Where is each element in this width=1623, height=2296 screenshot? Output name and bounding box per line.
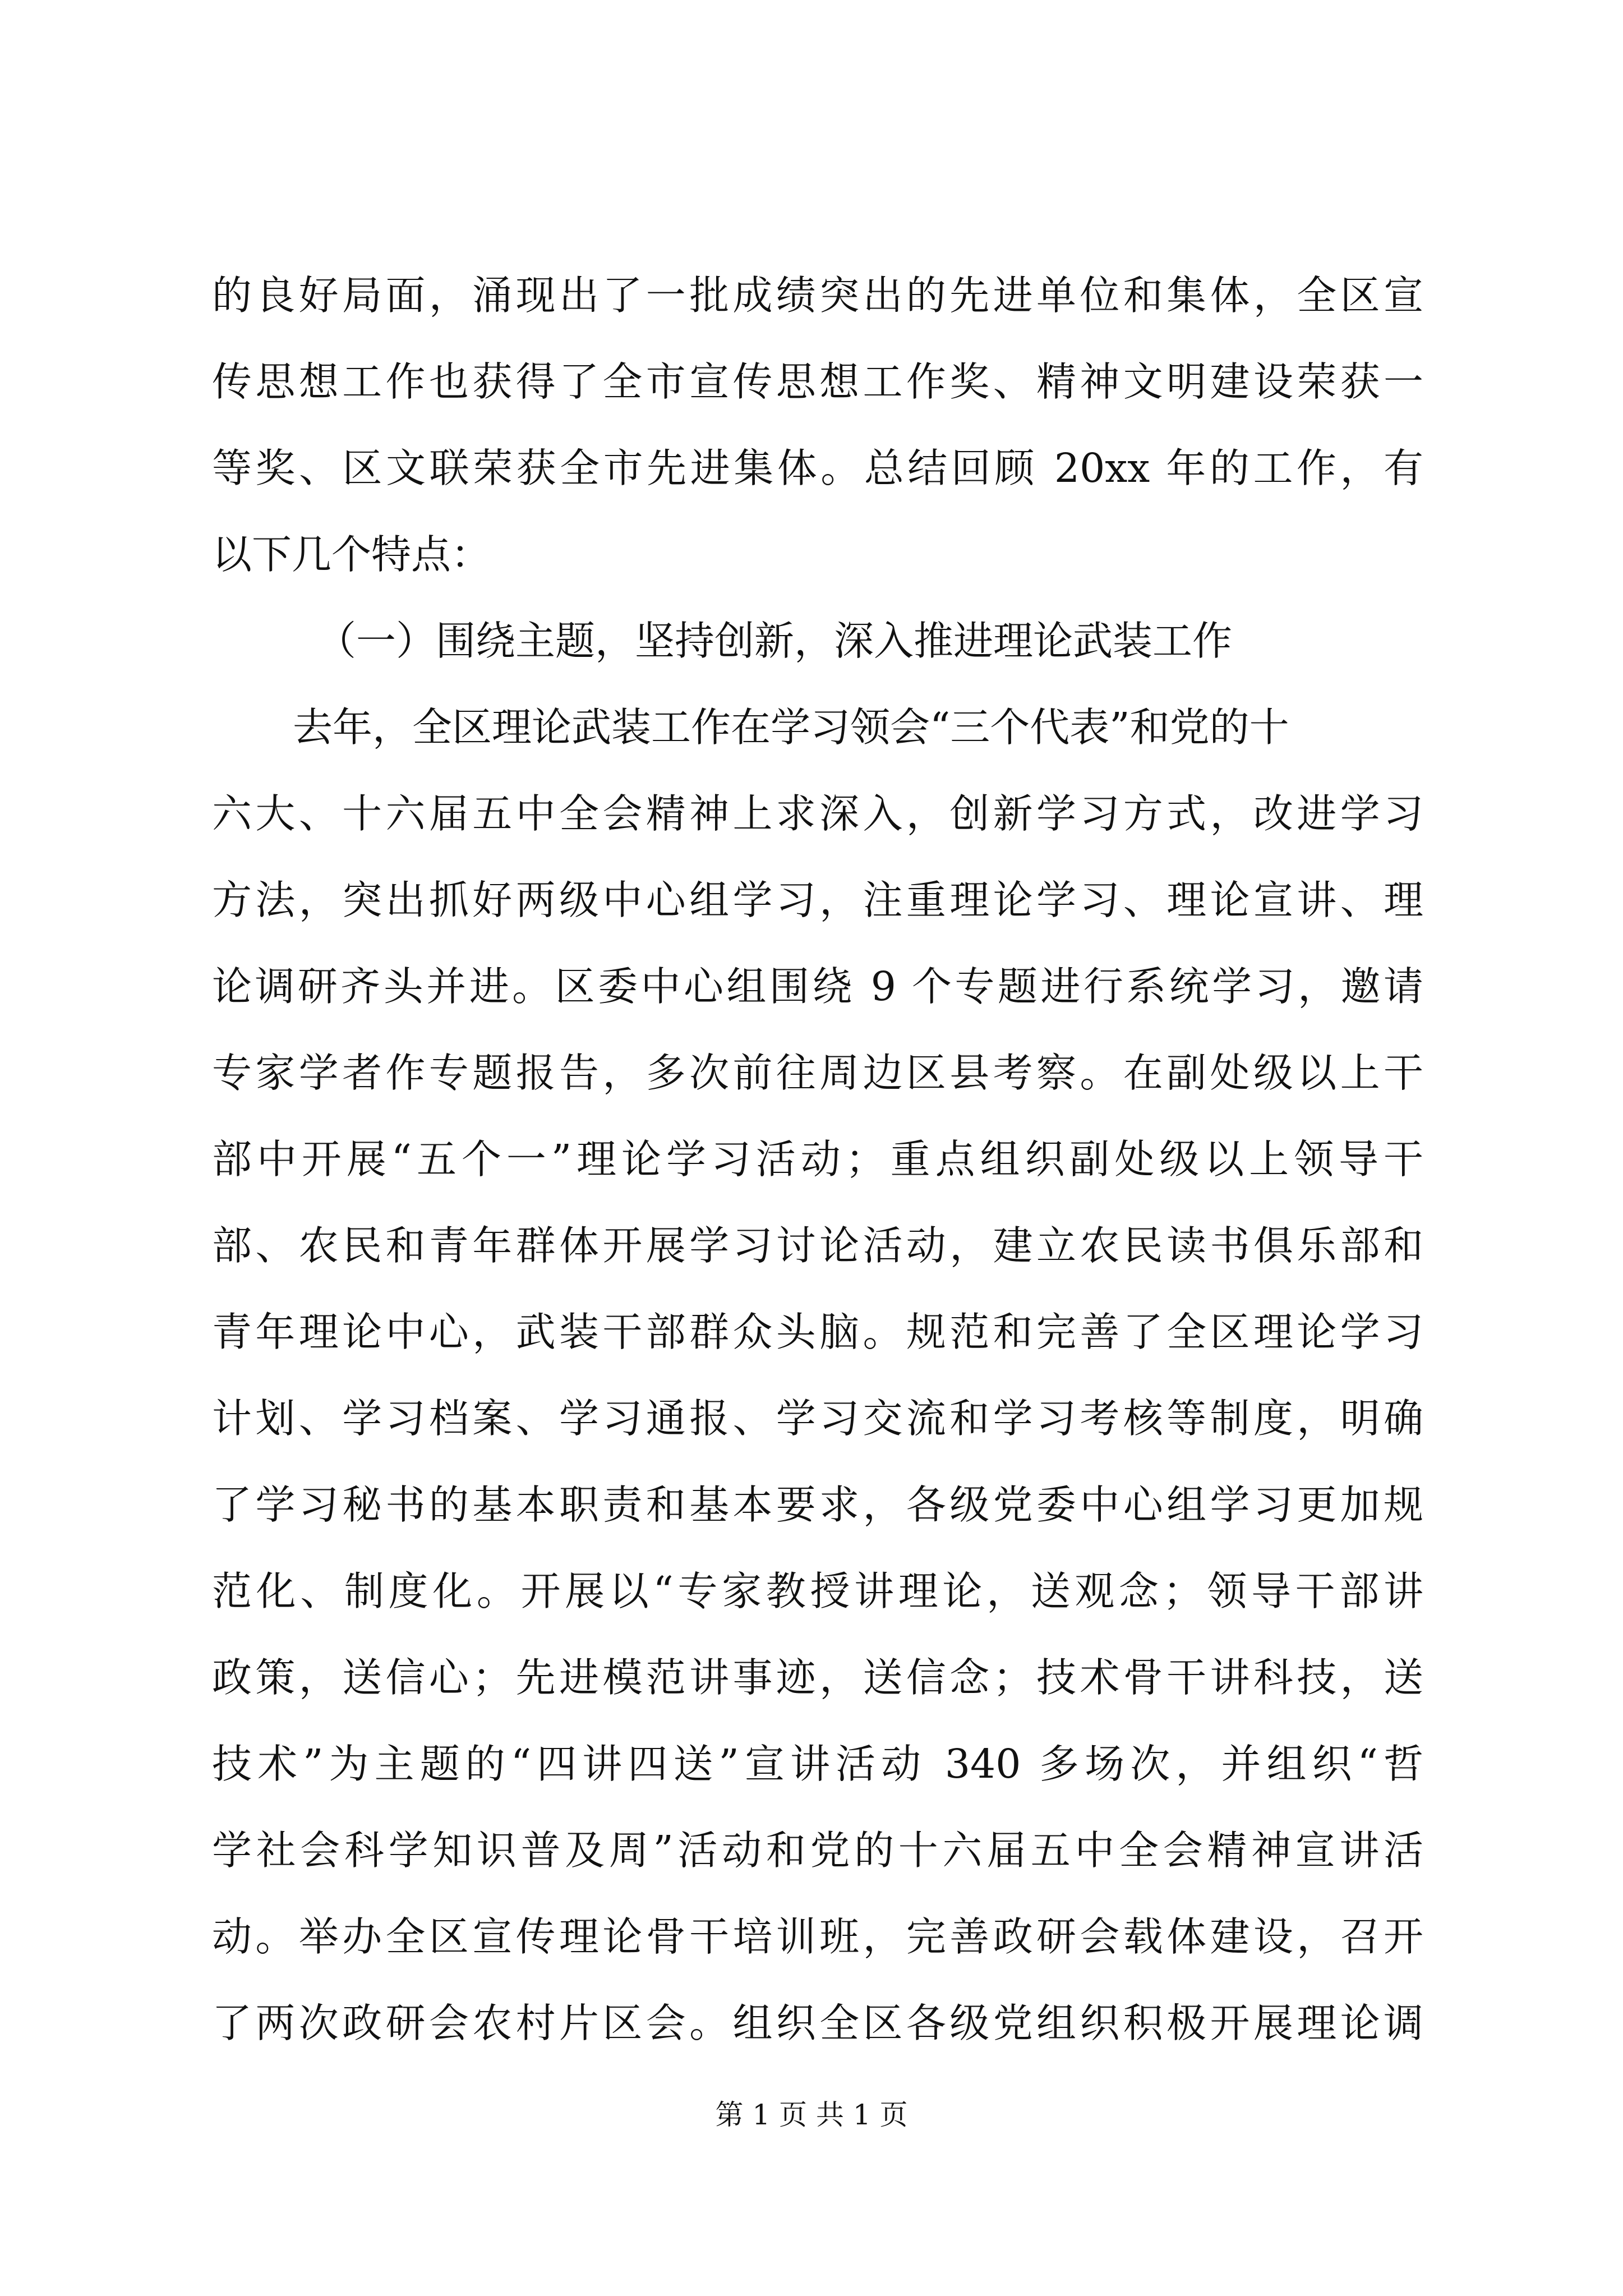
text-line: 动。举办全区宣传理论骨干培训班，完善政研会载体建设，召开 [212,1913,1423,1960]
text-line: 的良好局面，涌现出了一批成绩突出的先进单位和集体，全区宣 [212,272,1423,319]
text-line: 政策，送信心；先进模范讲事迹，送信念；技术骨干讲科技，送 [212,1654,1423,1701]
text-line: 六大、十六届五中全会精神上求深入，创新学习方式，改进学习 [212,790,1423,837]
text-line: 专家学者作专题报告，多次前往周边区县考察。在副处级以上干 [212,1050,1423,1096]
text-line: 范化、制度化。开展以“专家教授讲理论，送观念；领导干部讲 [212,1568,1423,1614]
text-line: 部、农民和青年群体开展学习讨论活动，建立农民读书俱乐部和 [212,1222,1423,1269]
text-line: 青年理论中心，武装干部群众头脑。规范和完善了全区理论学习 [212,1309,1423,1355]
text-line: 以下几个特点： [212,531,491,578]
page-number-label: 第 1 页 共 1 页 [715,2099,908,2131]
text-line: 去年，全区理论武装工作在学习领会“三个代表”和党的十 [293,704,1289,751]
text-line: 论调研齐头并进。区委中心组围绕 9 个专题进行系统学习，邀请 [212,963,1423,1010]
page-footer [0,2095,1623,2134]
text-line: 技术”为主题的“四讲四送”宣讲活动 340 多场次，并组织“哲 [212,1741,1423,1787]
text-line: 计划、学习档案、学习通报、学习交流和学习考核等制度，明确 [212,1395,1423,1442]
text-line: 等奖、区文联荣获全市先进集体。总结回顾 20xx 年的工作，有 [212,445,1423,491]
paragraph-intro [212,252,1423,598]
text-line: 了两次政研会农村片区会。组织全区各级党组织积极开展理论调 [212,2000,1423,2046]
document-body [212,252,1423,2067]
text-line: 了学习秘书的基本职责和基本要求，各级党委中心组学习更加规 [212,1481,1423,1528]
section-heading: （一）围绕主题，坚持创新，深入推进理论武装工作 [316,618,1233,664]
text-line: 学社会科学知识普及周”活动和党的十六届五中全会精神宣讲活 [212,1827,1423,1874]
text-line: 传思想工作也获得了全市宣传思想工作奖、精神文明建设荣获一 [212,358,1423,405]
paragraph-theory-work [212,684,1423,2067]
text-line: 方法，突出抓好两级中心组学习，注重理论学习、理论宣讲、理 [212,877,1423,923]
text-line: 部中开展“五个一”理论学习活动；重点组织副处级以上领导干 [212,1136,1423,1182]
